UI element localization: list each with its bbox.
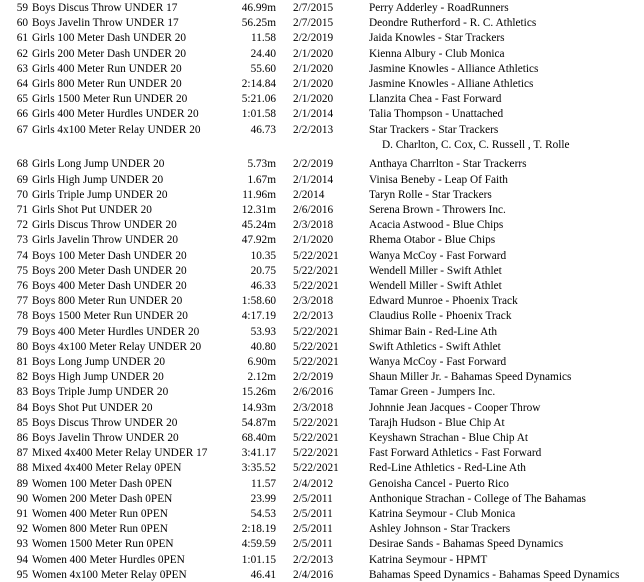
record-mark: 15.26m bbox=[241, 386, 276, 399]
record-mark: 40.80 bbox=[250, 340, 276, 353]
table-row bbox=[0, 157, 644, 171]
table-row bbox=[0, 477, 644, 491]
record-date: 2/3/2018 bbox=[293, 219, 334, 232]
record-number: 90 bbox=[16, 492, 28, 505]
record-date: 2/2/2019 bbox=[293, 371, 334, 384]
table-row bbox=[0, 507, 644, 521]
record-number: 77 bbox=[16, 295, 28, 308]
record-date: 2/3/2018 bbox=[293, 295, 334, 308]
record-mark: 3:41.17 bbox=[241, 447, 276, 460]
record-number: 82 bbox=[16, 371, 28, 384]
table-row bbox=[0, 264, 644, 278]
record-number: 76 bbox=[16, 279, 28, 292]
record-date: 2/7/2015 bbox=[293, 17, 334, 30]
record-holder: Keyshawn Strachan - Blue Chip At bbox=[369, 431, 529, 444]
record-date: 2/1/2020 bbox=[293, 62, 334, 75]
table-row bbox=[0, 233, 644, 247]
table-row bbox=[0, 355, 644, 369]
record-number: 80 bbox=[16, 340, 28, 353]
table-row bbox=[0, 522, 644, 536]
table-row bbox=[0, 62, 644, 76]
record-holder: Ashley Johnson - Star Trackers bbox=[369, 523, 511, 536]
record-date: 5/22/2021 bbox=[293, 264, 339, 277]
event-name: Boys 400 Meter Dash UNDER 20 bbox=[32, 279, 187, 292]
record-mark: 47.92m bbox=[241, 234, 276, 247]
record-date: 2/1/2020 bbox=[293, 93, 334, 106]
event-name: Boys 400 Meter Hurdles UNDER 20 bbox=[32, 325, 200, 338]
record-mark: 1:01.15 bbox=[241, 553, 276, 566]
record-mark: 24.40 bbox=[250, 47, 276, 60]
record-number: 81 bbox=[16, 355, 28, 368]
record-date: 2/2/2013 bbox=[293, 310, 334, 323]
record-number: 72 bbox=[16, 219, 28, 232]
record-holder: Taryn Rolle - Star Trackers bbox=[369, 188, 492, 201]
record-mark: 1:58.60 bbox=[241, 295, 276, 308]
record-mark: 4:17.19 bbox=[241, 310, 276, 323]
table-row bbox=[0, 16, 644, 30]
event-name: Girls 200 Meter Dash UNDER 20 bbox=[32, 47, 187, 60]
record-date: 2/2/2013 bbox=[293, 123, 334, 136]
record-number: 65 bbox=[16, 93, 28, 106]
record-date: 2/2014 bbox=[293, 188, 325, 201]
event-name: Girls Shot Put UNDER 20 bbox=[32, 203, 152, 216]
record-holder: Llanzita Chea - Fast Forward bbox=[369, 93, 502, 106]
event-name: Girls High Jump UNDER 20 bbox=[32, 173, 164, 186]
record-date: 2/1/2020 bbox=[293, 47, 334, 60]
record-holder: Jasmine Knowles - Alliane Athletics bbox=[369, 78, 534, 90]
record-mark: 46.33 bbox=[250, 279, 276, 292]
record-mark: 4:59.59 bbox=[241, 538, 276, 551]
event-name: Boys High Jump UNDER 20 bbox=[32, 371, 164, 384]
table-row bbox=[0, 325, 644, 339]
event-name: Boys 100 Meter Dash UNDER 20 bbox=[32, 249, 187, 262]
record-holder: Wanya McCoy - Fast Forward bbox=[369, 249, 507, 262]
table-row bbox=[0, 568, 644, 582]
record-number: 83 bbox=[16, 386, 28, 399]
record-mark: 3:35.52 bbox=[241, 462, 276, 475]
record-number: 75 bbox=[16, 264, 28, 277]
record-date: 5/22/2021 bbox=[293, 340, 339, 353]
record-number: 62 bbox=[16, 47, 28, 60]
table-row bbox=[0, 416, 644, 430]
record-holder: Red-Line Athletics - Red-Line Ath bbox=[369, 462, 526, 475]
record-date: 2/2/2013 bbox=[293, 553, 334, 566]
record-mark: 54.87m bbox=[241, 416, 276, 429]
record-mark: 10.35 bbox=[250, 249, 276, 262]
record-mark: 46.41 bbox=[250, 568, 276, 581]
record-holder: Wanya McCoy - Fast Forward bbox=[369, 355, 507, 368]
record-date: 2/5/2011 bbox=[293, 523, 333, 536]
record-date: 2/4/2016 bbox=[293, 568, 334, 581]
event-name: Women 800 Meter Run 0PEN bbox=[32, 523, 168, 536]
table-row bbox=[0, 340, 644, 354]
record-date: 2/4/2012 bbox=[293, 477, 334, 490]
record-number: 74 bbox=[16, 249, 28, 262]
record-mark: 2.12m bbox=[247, 371, 276, 384]
table-row bbox=[0, 492, 644, 506]
record-holder: Kienna Albury - Club Monica bbox=[369, 47, 505, 60]
record-holder: Serena Brown - Throwers Inc. bbox=[369, 203, 506, 216]
table-row bbox=[0, 309, 644, 323]
record-holder: Claudius Rolle - Phoenix Track bbox=[369, 310, 512, 323]
record-mark: 11.96m bbox=[242, 188, 276, 201]
record-holder: Johnnie Jean Jacques - Cooper Throw bbox=[369, 401, 541, 414]
event-name: Boys 1500 Meter Run UNDER 20 bbox=[32, 310, 188, 323]
record-holder: Jasmine Knowles - Alliance Athletics bbox=[369, 62, 539, 75]
table-row bbox=[0, 370, 644, 384]
event-name: Girls Discus Throw UNDER 20 bbox=[32, 219, 177, 232]
event-name: Boys 4x100 Meter Relay UNDER 20 bbox=[32, 340, 202, 353]
record-mark: 14.93m bbox=[241, 401, 276, 414]
event-name: Women 400 Meter Hurdles 0PEN bbox=[32, 553, 185, 566]
record-date: 2/1/2014 bbox=[293, 173, 334, 186]
record-number: 87 bbox=[16, 447, 28, 460]
record-holder: Wendell Miller - Swift Athlet bbox=[369, 279, 502, 292]
record-mark: 45.24m bbox=[241, 219, 276, 232]
table-row bbox=[0, 173, 644, 187]
record-holder: Shaun Miller Jr. - Bahamas Speed Dynamics bbox=[369, 371, 572, 384]
record-mark: 56.25m bbox=[241, 17, 276, 30]
record-holder: Rhema Otabor - Blue Chips bbox=[369, 234, 496, 247]
event-name: Girls 4x100 Meter Relay UNDER 20 bbox=[32, 123, 201, 136]
record-holder: Perry Adderley - RoadRunners bbox=[369, 2, 509, 14]
event-name: Boys Triple Jump UNDER 20 bbox=[32, 386, 169, 399]
record-mark: 6.90m bbox=[247, 355, 276, 368]
table-row bbox=[0, 461, 644, 475]
event-name: Boys Discus Throw UNDER 20 bbox=[32, 416, 178, 429]
relay-members: D. Charlton, C. Cox, C. Russell , T. Rolle bbox=[382, 138, 570, 151]
record-date: 2/5/2011 bbox=[293, 538, 333, 551]
table-row bbox=[0, 77, 644, 91]
record-holder: Katrina Seymour - Club Monica bbox=[369, 507, 516, 520]
record-holder: Talia Thompson - Unattached bbox=[369, 108, 504, 121]
record-number: 64 bbox=[16, 78, 28, 90]
record-date: 2/1/2014 bbox=[293, 108, 334, 121]
record-mark: 11.57 bbox=[251, 477, 276, 490]
record-date: 5/22/2021 bbox=[293, 462, 339, 475]
event-name: Boys 800 Meter Run UNDER 20 bbox=[32, 295, 183, 308]
record-date: 5/22/2021 bbox=[293, 416, 339, 429]
record-date: 2/2/2019 bbox=[293, 158, 334, 171]
record-mark: 55.60 bbox=[250, 62, 276, 75]
table-row bbox=[0, 107, 644, 121]
record-date: 2/6/2016 bbox=[293, 386, 334, 399]
table-row bbox=[0, 123, 644, 137]
record-holder: Edward Munroe - Phoenix Track bbox=[369, 295, 518, 308]
table-row bbox=[0, 203, 644, 217]
record-holder: Bahamas Speed Dynamics - Bahamas Speed Dynamics bbox=[369, 568, 620, 581]
record-number: 85 bbox=[16, 416, 28, 429]
table-row bbox=[0, 188, 644, 202]
event-name: Boys Javelin Throw UNDER 20 bbox=[32, 431, 179, 444]
record-number: 70 bbox=[16, 188, 28, 201]
table-row bbox=[0, 294, 644, 308]
record-number: 71 bbox=[16, 203, 28, 216]
event-name: Women 4x100 Meter Relay 0PEN bbox=[32, 568, 187, 581]
record-mark: 2:18.19 bbox=[241, 523, 276, 536]
record-number: 93 bbox=[16, 538, 28, 551]
record-number: 67 bbox=[16, 123, 28, 136]
table-row bbox=[0, 279, 644, 293]
table-row bbox=[0, 446, 644, 460]
record-mark: 12.31m bbox=[241, 203, 276, 216]
record-date: 2/3/2018 bbox=[293, 401, 334, 414]
record-holder: Anthaya Charrlton - Star Trackerrs bbox=[369, 158, 527, 171]
event-name: Girls 100 Meter Dash UNDER 20 bbox=[32, 32, 187, 45]
record-number: 92 bbox=[16, 523, 28, 536]
event-name: Women 400 Meter Run 0PEN bbox=[32, 507, 168, 520]
table-row bbox=[0, 31, 644, 45]
record-holder: Desirae Sands - Bahamas Speed Dynamics bbox=[369, 538, 564, 551]
record-number: 66 bbox=[16, 108, 28, 121]
record-date: 2/6/2016 bbox=[293, 203, 334, 216]
table-row bbox=[0, 47, 644, 61]
record-holder: Acacia Astwood - Blue Chips bbox=[369, 219, 504, 232]
record-mark: 20.75 bbox=[250, 264, 276, 277]
record-date: 2/7/2015 bbox=[293, 2, 334, 14]
record-number: 79 bbox=[16, 325, 28, 338]
record-date: 5/22/2021 bbox=[293, 325, 339, 338]
table-row bbox=[0, 249, 644, 263]
event-name: Women 1500 Meter Run 0PEN bbox=[32, 538, 174, 551]
record-mark: 1.67m bbox=[247, 173, 276, 186]
record-number: 84 bbox=[16, 401, 28, 414]
event-name: Boys Javelin Throw UNDER 17 bbox=[32, 17, 179, 30]
record-date: 5/22/2021 bbox=[293, 355, 339, 368]
table-row bbox=[0, 537, 644, 551]
record-holder: Shimar Bain - Red-Line Ath bbox=[369, 325, 498, 338]
record-holder: Fast Forward Athletics - Fast Forward bbox=[369, 447, 542, 460]
event-name: Boys Discus Throw UNDER 17 bbox=[32, 2, 178, 14]
record-number: 89 bbox=[16, 477, 28, 490]
table-row bbox=[0, 385, 644, 399]
record-holder: Genoisha Cancel - Puerto Rico bbox=[369, 477, 509, 490]
event-name: Women 100 Meter Dash 0PEN bbox=[32, 477, 173, 490]
table-row bbox=[0, 401, 644, 415]
record-date: 2/1/2020 bbox=[293, 234, 334, 247]
record-holder: Deondre Rutherford - R. C. Athletics bbox=[369, 17, 537, 30]
table-row bbox=[0, 92, 644, 106]
table-row bbox=[0, 431, 644, 445]
record-number: 88 bbox=[16, 462, 28, 475]
record-holder: Wendell Miller - Swift Athlet bbox=[369, 264, 502, 277]
record-mark: 5:21.06 bbox=[241, 93, 276, 106]
record-mark: 46.99m bbox=[241, 2, 276, 14]
table-row bbox=[0, 218, 644, 232]
record-date: 2/1/2020 bbox=[293, 78, 334, 90]
record-number: 73 bbox=[16, 234, 28, 247]
event-name: Women 200 Meter Dash 0PEN bbox=[32, 492, 173, 505]
record-mark: 1:01.58 bbox=[241, 108, 276, 121]
event-name: Girls 400 Meter Hurdles UNDER 20 bbox=[32, 108, 199, 121]
event-name: Girls Long Jump UNDER 20 bbox=[32, 158, 165, 171]
record-number: 91 bbox=[16, 507, 28, 520]
record-date: 5/22/2021 bbox=[293, 431, 339, 444]
event-name: Boys Shot Put UNDER 20 bbox=[32, 401, 153, 414]
record-number: 63 bbox=[16, 62, 28, 75]
record-number: 86 bbox=[16, 431, 28, 444]
record-mark: 5.73m bbox=[247, 158, 276, 171]
event-name: Boys 200 Meter Dash UNDER 20 bbox=[32, 264, 187, 277]
record-number: 94 bbox=[16, 553, 28, 566]
table-row bbox=[0, 1, 644, 15]
record-holder: Swift Athletics - Swift Athlet bbox=[369, 340, 501, 353]
event-name: Girls 400 Meter Run UNDER 20 bbox=[32, 62, 182, 75]
record-date: 5/22/2021 bbox=[293, 279, 339, 292]
record-holder: Jaida Knowles - Star Trackers bbox=[369, 32, 505, 45]
record-holder: Tamar Green - Jumpers Inc. bbox=[369, 386, 496, 399]
event-name: Boys Long Jump UNDER 20 bbox=[32, 355, 166, 368]
record-mark: 23.99 bbox=[250, 492, 276, 505]
event-name: Girls 1500 Meter Run UNDER 20 bbox=[32, 93, 188, 106]
record-number: 59 bbox=[16, 2, 28, 14]
record-holder: Vinisa Beneby - Leap Of Faith bbox=[369, 173, 508, 186]
record-date: 2/2/2019 bbox=[293, 32, 334, 45]
record-holder: Anthonique Strachan - College of The Bahamas bbox=[369, 492, 586, 505]
record-mark: 2:14.84 bbox=[241, 78, 276, 90]
record-mark: 11.58 bbox=[251, 32, 276, 45]
record-date: 2/5/2011 bbox=[293, 492, 333, 505]
record-mark: 46.73 bbox=[250, 123, 276, 136]
record-number: 60 bbox=[16, 17, 28, 30]
record-mark: 68.40m bbox=[241, 431, 276, 444]
event-name: Mixed 4x400 Meter Relay UNDER 17 bbox=[32, 447, 208, 460]
event-name: Girls Javelin Throw UNDER 20 bbox=[32, 234, 179, 247]
table-row bbox=[0, 553, 644, 567]
record-holder: Star Trackers - Star Trackers bbox=[369, 123, 499, 136]
record-date: 5/22/2021 bbox=[293, 249, 339, 262]
record-number: 68 bbox=[16, 158, 28, 171]
record-mark: 54.53 bbox=[250, 507, 276, 520]
record-number: 61 bbox=[16, 32, 28, 45]
record-number: 95 bbox=[16, 568, 28, 581]
record-date: 5/22/2021 bbox=[293, 447, 339, 460]
record-date: 2/5/2011 bbox=[293, 507, 333, 520]
record-mark: 53.93 bbox=[250, 325, 276, 338]
event-name: Mixed 4x400 Meter Relay 0PEN bbox=[32, 462, 182, 475]
event-name: Girls Triple Jump UNDER 20 bbox=[32, 188, 168, 201]
event-name: Girls 800 Meter Run UNDER 20 bbox=[32, 78, 182, 90]
record-number: 78 bbox=[16, 310, 28, 323]
record-holder: Tarajh Hudson - Blue Chip At bbox=[369, 416, 505, 429]
record-holder: Katrina Seymour - HPMT bbox=[369, 553, 488, 566]
record-number: 69 bbox=[16, 173, 28, 186]
